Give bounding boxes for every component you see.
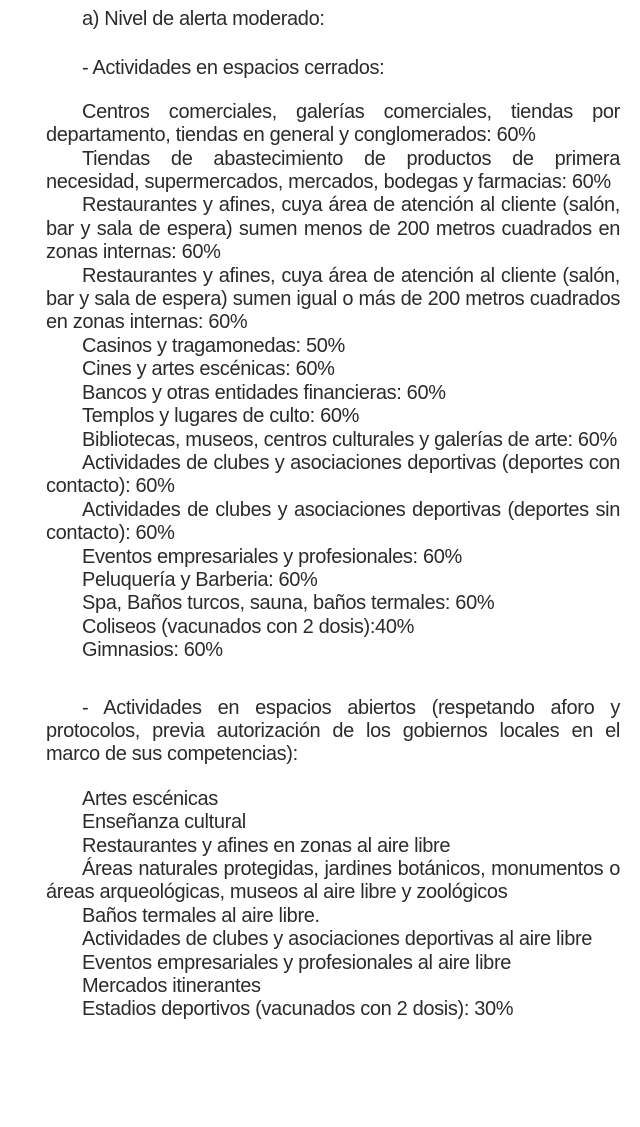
list-item: Enseñanza cultural xyxy=(82,811,246,834)
list-item: Coliseos (vacunados con 2 dosis):40% xyxy=(82,615,415,638)
closed-spaces-list xyxy=(46,101,620,663)
open-spaces-title: - Actividades en espacios abiertos (respetando aforo y protocolos, previa autorización de los gobiernos locales en el marco de sus competencias): xyxy=(46,696,620,766)
list-item: Actividades de clubes y asociaciones deportivas (deportes sin contacto): 60% xyxy=(46,498,620,545)
alert-level-heading: a) Nivel de alerta moderado: xyxy=(82,8,325,30)
list-item: Restaurantes y afines, cuya área de atención al cliente (salón, bar y sala de espera) sumen menos de 200 metros cuadrados en zonas internas: 60% xyxy=(46,194,620,264)
list-item: Casinos y tragamonedas: 50% xyxy=(82,334,345,357)
list-item: Peluquería y Barberia: 60% xyxy=(82,568,318,591)
list-item: Eventos empresariales y profesionales: 60% xyxy=(82,545,462,568)
list-item: Mercados itinerantes xyxy=(82,975,261,998)
list-item: Tiendas de abastecimiento de productos de primera necesidad, supermercados, mercados, bodegas y farmacias: 60% xyxy=(46,147,620,194)
list-item: Spa, Baños turcos, sauna, baños termales: 60% xyxy=(82,592,495,615)
list-item: Actividades de clubes y asociaciones deportivas (deportes con contacto): 60% xyxy=(46,451,620,498)
open-spaces-list xyxy=(46,788,620,1022)
list-item: Templos y lugares de culto: 60% xyxy=(82,405,360,428)
list-item: Cines y artes escénicas: 60% xyxy=(82,358,335,381)
list-item: Eventos empresariales y profesionales al aire libre xyxy=(82,951,512,974)
list-item: Gimnasios: 60% xyxy=(82,639,223,662)
open-spaces-section xyxy=(46,697,620,1022)
list-item: Artes escénicas xyxy=(82,787,218,810)
document-body xyxy=(46,8,620,1022)
list-item: Restaurantes y afines, cuya área de atención al cliente (salón, bar y sala de espera) sumen igual o más de 200 metros cuadrados en zonas internas: 60% xyxy=(46,264,620,334)
closed-spaces-section xyxy=(46,57,620,662)
closed-spaces-title: - Actividades en espacios cerrados: xyxy=(82,57,385,80)
list-item: Centros comerciales, galerías comerciales, tiendas por departamento, tiendas en general y conglomerados: 60% xyxy=(46,100,620,147)
section-spacer xyxy=(46,663,620,697)
list-item: Estadios deportivos (vacunados con 2 dosis): 30% xyxy=(82,998,514,1021)
list-item: Actividades de clubes y asociaciones deportivas al aire libre xyxy=(82,928,593,951)
list-item: Baños termales al aire libre. xyxy=(82,904,320,927)
list-item: Bancos y otras entidades financieras: 60% xyxy=(82,381,446,404)
list-item: Restaurantes y afines en zonas al aire libre xyxy=(82,834,451,857)
list-item: Bibliotecas, museos, centros culturales y galerías de arte: 60% xyxy=(82,428,617,451)
list-item: Áreas naturales protegidas, jardines botánicos, monumentos o áreas arqueológicas, museos al aire libre y zoológicos xyxy=(46,858,620,904)
